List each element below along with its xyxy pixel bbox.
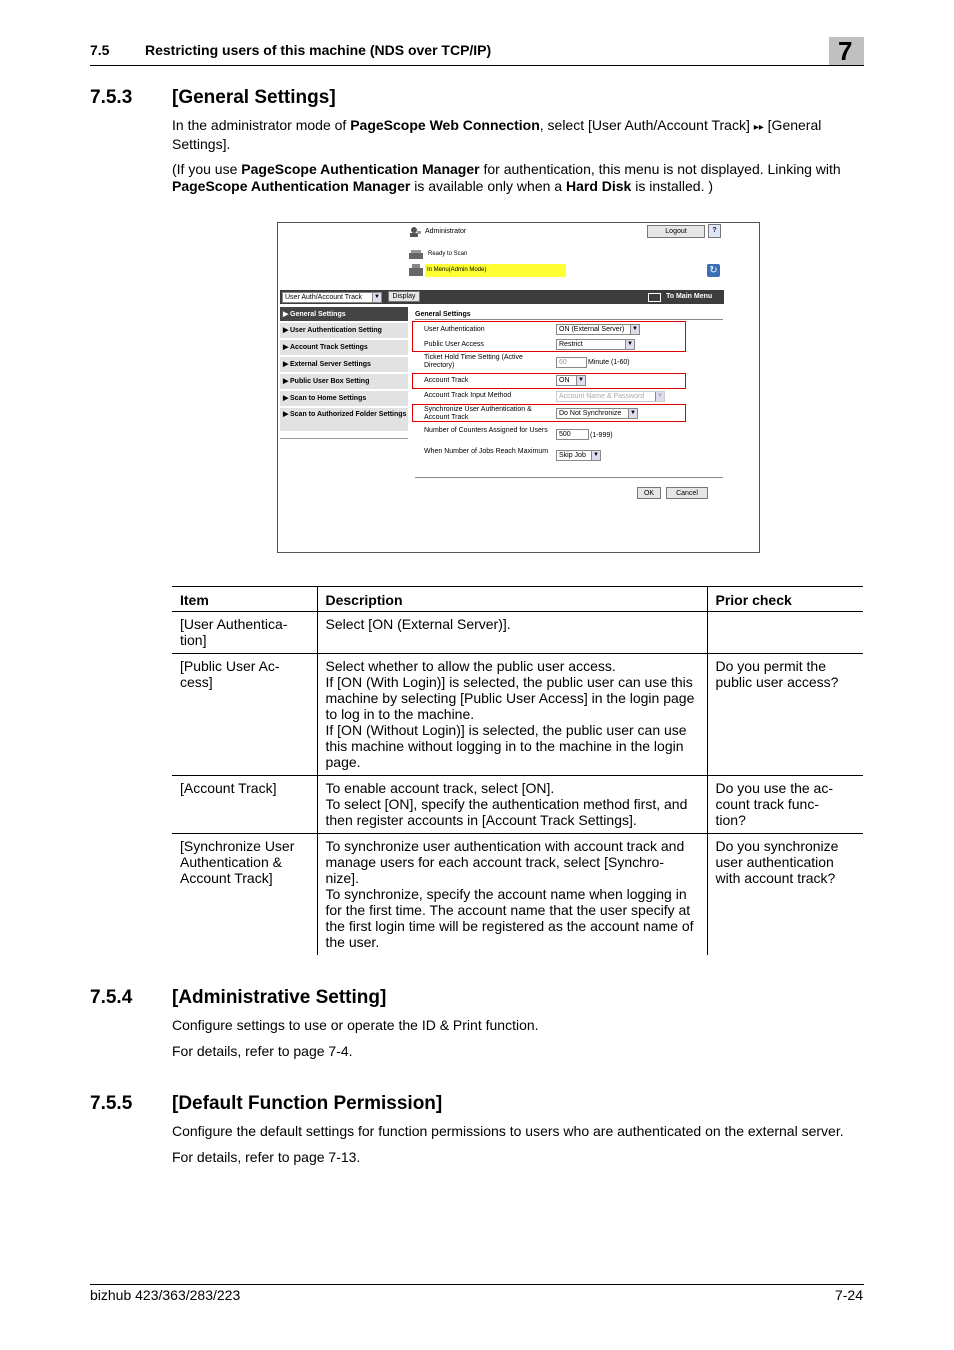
text: for authentication, this menu is not displayed. Linking with bbox=[479, 161, 841, 177]
row-label-user-authentication: User Authentication bbox=[424, 326, 485, 333]
menu-item-user-authentication[interactable]: ▶ User Authentication Setting bbox=[280, 323, 408, 339]
footer-model: bizhub 423/363/283/223 bbox=[90, 1287, 241, 1303]
menu-item-account-track[interactable]: ▶ Account Track Settings bbox=[280, 340, 408, 356]
text: is available only when a bbox=[410, 178, 566, 194]
main-menu-icon bbox=[648, 293, 661, 302]
column-header-item: Item bbox=[172, 587, 317, 612]
section-753-number: 7.5.3 bbox=[90, 87, 133, 108]
footer-rule bbox=[90, 1284, 864, 1285]
row-label-public-user-access: Public User Access bbox=[424, 341, 484, 348]
section-754-title: [Administrative Setting] bbox=[172, 987, 387, 1008]
public-user-access-select[interactable]: Restrict ▼ bbox=[556, 339, 635, 350]
menu-item-external-server[interactable]: ▶ External Server Settings bbox=[280, 357, 408, 373]
section-754-reference: For details, refer to page 7-4. bbox=[172, 1043, 353, 1059]
menu-item-scan-to-home[interactable]: ▶ Scan to Home Settings bbox=[280, 391, 408, 407]
column-header-description: Description bbox=[317, 587, 707, 612]
item-cell: [Synchronize User Authentication & Account Track] bbox=[180, 838, 295, 886]
triangle-icon: ▶ bbox=[283, 311, 289, 318]
menu-divider bbox=[280, 438, 408, 439]
form-bottom-rule bbox=[415, 477, 723, 478]
chevron-down-icon: ▼ bbox=[372, 293, 381, 302]
highlight-box bbox=[412, 321, 686, 352]
chevron-down-icon: ▼ bbox=[655, 392, 664, 401]
machine-icon bbox=[409, 264, 423, 276]
chevron-down-icon: ▼ bbox=[630, 325, 639, 334]
prior-check-cell: Do you use the ac- count track func- tion? bbox=[707, 776, 863, 834]
triangle-icon: ▶ bbox=[283, 344, 289, 351]
triangle-icon: ▶ bbox=[283, 378, 289, 385]
section-755-body: Configure the default settings for function permissions to users who are authenticated on the external server. bbox=[172, 1123, 844, 1139]
section-753-note bbox=[172, 161, 864, 195]
number-of-counters-input[interactable]: 500 bbox=[556, 429, 589, 440]
product-name: PageScope Authentication Manager bbox=[241, 161, 480, 177]
number-of-counters-range: (1-999) bbox=[590, 432, 613, 439]
synchronize-select[interactable]: Do Not Synchronize ▼ bbox=[556, 408, 638, 419]
product-name: PageScope Web Connection bbox=[350, 117, 540, 133]
prior-check-cell: Do you synchronize user authentication with account track? bbox=[707, 834, 863, 956]
form-title-rule bbox=[415, 319, 723, 320]
chapter-number: 7 bbox=[838, 36, 853, 66]
prior-check-cell: Do you permit the public user access? bbox=[707, 654, 863, 776]
table-row bbox=[172, 834, 863, 956]
refresh-icon[interactable]: ↻ bbox=[707, 264, 720, 277]
item-cell: [User Authentica- tion] bbox=[172, 612, 317, 654]
ok-button[interactable]: OK bbox=[637, 487, 661, 499]
display-button[interactable]: Display bbox=[388, 291, 420, 302]
menu-item-scan-to-authorized-folder[interactable]: ▶ Scan to Authorized Folder Settings bbox=[280, 408, 408, 432]
table-row bbox=[172, 776, 863, 834]
form-title: General Settings bbox=[415, 311, 471, 318]
triangle-icon: ▶ bbox=[283, 395, 289, 402]
row-label-account-track: Account Track bbox=[424, 377, 469, 384]
section-755-reference: For details, refer to page 7-13. bbox=[172, 1149, 361, 1165]
scanner-icon bbox=[409, 250, 423, 260]
user-authentication-select[interactable]: ON (External Server) ▼ bbox=[556, 324, 640, 335]
account-track-select[interactable]: ON ▼ bbox=[556, 375, 586, 386]
chevron-down-icon: ▼ bbox=[628, 409, 637, 418]
header-rule bbox=[90, 65, 864, 66]
account-track-input-select[interactable]: Account Name & Password ▼ bbox=[556, 391, 665, 402]
logout-button[interactable]: Logout bbox=[647, 225, 705, 238]
table-header-row bbox=[172, 587, 863, 612]
description-cell: To enable account track, select [ON]. To select [ON], specify the authentication method first, and then register accounts in [Account Track Settings]. bbox=[317, 776, 707, 834]
text: is installed. ) bbox=[631, 178, 714, 194]
chevron-down-icon: ▼ bbox=[576, 376, 585, 385]
general-settings-screenshot bbox=[277, 222, 760, 553]
triangle-icon: ▶ bbox=[283, 411, 289, 418]
table-row bbox=[172, 654, 863, 776]
to-main-menu-link[interactable]: To Main Menu bbox=[666, 293, 713, 300]
admin-user-icon bbox=[409, 226, 421, 237]
prior-check-cell bbox=[707, 612, 863, 654]
help-icon[interactable]: ? bbox=[708, 224, 721, 238]
row-label-synchronize: Synchronize User Authentication & Account Track bbox=[424, 406, 532, 421]
section-753-title: [General Settings] bbox=[172, 87, 336, 108]
item-cell: [Public User Ac- cess] bbox=[172, 654, 317, 776]
row-label-jobs-reach-maximum: When Number of Jobs Reach Maximum bbox=[424, 448, 549, 455]
highlight-box bbox=[412, 373, 686, 389]
cancel-button[interactable]: Cancel bbox=[666, 487, 708, 499]
double-arrow-icon: ▸▸ bbox=[753, 122, 764, 133]
row-label-account-track-input: Account Track Input Method bbox=[424, 392, 512, 399]
admin-label: Administrator bbox=[425, 228, 467, 235]
column-header-prior-check: Prior check bbox=[707, 587, 863, 612]
description-cell: To synchronize user authentication with account track and manage users for each account track, select [Synchro- nize]. To synchronize, specify the account name when logging in for the first time. The account name that the user specify at the first login time will be registered as the account name of the user. bbox=[317, 834, 707, 956]
section-754-number: 7.5.4 bbox=[90, 987, 133, 1008]
status-ready: Ready to Scan bbox=[428, 251, 468, 257]
header-section-number: 7.5 bbox=[90, 42, 110, 58]
section-754-body: Configure settings to use or operate the ID & Print function. bbox=[172, 1017, 539, 1033]
footer-page-number: 7-24 bbox=[834, 1287, 863, 1303]
text: In the administrator mode of bbox=[172, 117, 351, 133]
row-label-ticket-hold-time: Ticket Hold Time Setting (Active Directory) bbox=[424, 354, 523, 369]
triangle-icon: ▶ bbox=[283, 361, 289, 368]
section-753-intro bbox=[172, 117, 864, 153]
row-label-number-of-counters: Number of Counters Assigned for Users bbox=[424, 427, 548, 434]
header-section-title: Restricting users of this machine (NDS over TCP/IP) bbox=[145, 42, 492, 58]
ticket-hold-time-input[interactable]: 60 bbox=[556, 357, 587, 368]
section-755-title: [Default Function Permission] bbox=[172, 1093, 443, 1114]
chevron-down-icon: ▼ bbox=[625, 340, 634, 349]
description-cell: Select [ON (External Server)]. bbox=[317, 612, 707, 654]
status-mode: In Menu(Admin Mode) bbox=[425, 264, 566, 277]
menu-item-general-settings[interactable]: ▶ General Settings bbox=[280, 307, 408, 322]
hardware-name: Hard Disk bbox=[565, 178, 632, 194]
description-cell: Select whether to allow the public user access. If [ON (With Login)] is selected, the public user can use this machine by selecting [Public User Access] in the login page to log in to the machine. If [ON (Without Login)] is selected, the public user can use this machine without logging in to the machine in the login page. bbox=[317, 654, 707, 776]
chevron-down-icon: ▼ bbox=[591, 451, 600, 460]
menu-item-public-user-box[interactable]: ▶ Public User Box Setting bbox=[280, 374, 408, 390]
jobs-reach-maximum-select[interactable]: Skip Job ▼ bbox=[556, 450, 601, 461]
section-755-number: 7.5.5 bbox=[90, 1093, 133, 1114]
product-name: PageScope Authentication Manager bbox=[172, 178, 411, 194]
ticket-hold-time-unit: Minute (1-60) bbox=[588, 359, 630, 366]
text: , select [User Auth/Account Track] bbox=[539, 117, 754, 133]
text: (If you use bbox=[172, 161, 242, 177]
triangle-icon: ▶ bbox=[283, 327, 289, 334]
table-row bbox=[172, 612, 863, 654]
category-select[interactable]: User Auth/Account Track ▼ bbox=[282, 292, 382, 303]
text: [General Settings]. bbox=[172, 117, 822, 152]
item-cell: [Account Track] bbox=[172, 776, 317, 834]
highlight-box bbox=[412, 404, 686, 422]
settings-description-table bbox=[172, 586, 863, 955]
